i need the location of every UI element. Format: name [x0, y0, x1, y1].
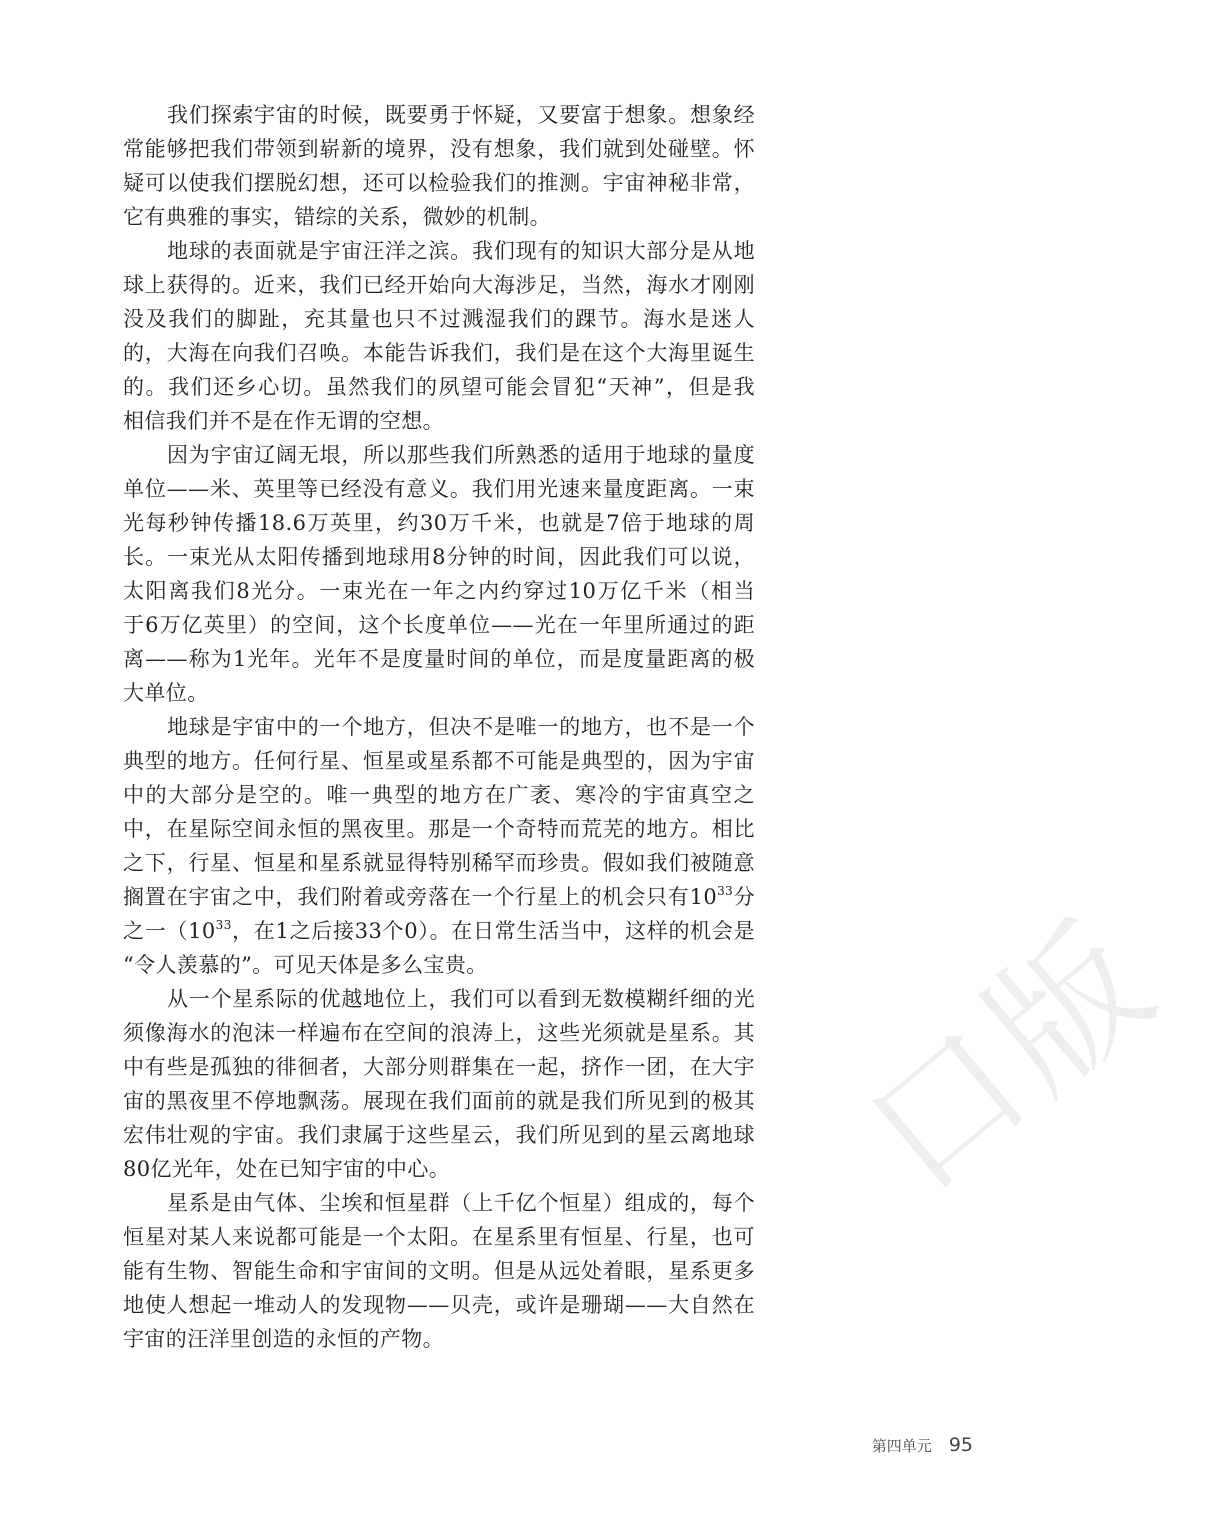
text-line: 的。我们还乡心切。虽然我们的夙望可能会冒犯“天神”，但是我	[123, 375, 755, 399]
text-line: 80亿光年，处在已知宇宙的中心。	[123, 1157, 451, 1181]
text-line: 它有典雅的事实，错综的关系，微妙的机制。	[123, 205, 551, 229]
text-line: 于6万亿英里）的空间，这个长度单位——光在一年里所通过的距	[123, 613, 755, 637]
page-footer	[872, 1430, 973, 1460]
text-line: 之一（$10^{33}$，在1之后接33个0）。在日常生活当中，这样的机会是	[123, 918, 755, 943]
text-line: 因为宇宙辽阔无垠，所以那些我们所熟悉的适用于地球的量度	[167, 443, 755, 467]
text-line: “令人羡慕的”。可见天体是多么宝贵。	[123, 953, 488, 977]
text-line: 星系是由气体、尘埃和恒星群（上千亿个恒星）组成的，每个	[167, 1191, 755, 1215]
text-line: 从一个星系际的优越地位上，我们可以看到无数模糊纤细的光	[167, 987, 755, 1011]
text-line: 我们探索宇宙的时候，既要勇于怀疑，又要富于想象。想象经	[167, 103, 755, 127]
text-line: 搁置在宇宙之中，我们附着或旁落在一个行星上的机会只有$10^{33}$分	[123, 884, 755, 909]
text-line: 宙的黑夜里不停地飘荡。展现在我们面前的就是我们所见到的极其	[123, 1089, 755, 1113]
text-line: 单位——米、英里等已经没有意义。我们用光速来量度距离。一束	[123, 477, 755, 501]
text-line: 没及我们的脚趾，充其量也只不过溅湿我们的踝节。海水是迷人	[123, 307, 755, 331]
text-line: 能有生物、智能生命和宇宙间的文明。但是从远处着眼，星系更多	[123, 1259, 755, 1283]
text-line: 相信我们并不是在作无谓的空想。	[123, 409, 444, 433]
text-line: 地球的表面就是宇宙汪洋之滨。我们现有的知识大部分是从地	[167, 239, 755, 263]
text-line: 常能够把我们带领到崭新的境界，没有想象，我们就到处碰壁。怀	[123, 137, 755, 161]
text-line: 之下，行星、恒星和星系就显得特别稀罕而珍贵。假如我们被随意	[123, 851, 755, 875]
text-line: 中的大部分是空的。唯一典型的地方在广袤、寒冷的宇宙真空之	[123, 783, 755, 807]
body-text	[123, 98, 755, 1356]
text-line: 典型的地方。任何行星、恒星或星系都不可能是典型的，因为宇宙	[123, 749, 755, 773]
text-line: 中有些是孤独的徘徊者，大部分则群集在一起，挤作一团，在大宇	[123, 1055, 755, 1079]
text-line: 离——称为1光年。光年不是度量时间的单位，而是度量距离的极	[123, 647, 755, 671]
text-line: 太阳离我们8光分。一束光在一年之内约穿过10万亿千米（相当	[123, 579, 755, 603]
text-line: 的，大海在向我们召唤。本能告诉我们，我们是在这个大海里诞生	[123, 341, 755, 365]
text-line: 宇宙的汪洋里创造的永恒的产物。	[123, 1327, 444, 1351]
exponent: 33	[717, 884, 734, 898]
text-line: 宏伟壮观的宇宙。我们隶属于这些星云，我们所见到的星云离地球	[123, 1123, 755, 1147]
exponent: 33	[215, 918, 232, 932]
text-line: 大单位。	[123, 681, 209, 705]
paragraph	[123, 438, 755, 710]
watermark: 口版	[834, 889, 1189, 1226]
paragraph	[123, 982, 755, 1186]
unit-label: 第四单元	[871, 1437, 932, 1455]
text-line: 球上获得的。近来，我们已经开始向大海涉足，当然，海水才刚刚	[123, 273, 755, 297]
paragraph	[123, 234, 755, 438]
text-line: 中，在星际空间永恒的黑夜里。那是一个奇特而荒芜的地方。相比	[123, 817, 755, 841]
text-line: 地使人想起一堆动人的发现物——贝壳，或许是珊瑚——大自然在	[123, 1293, 755, 1317]
text-line: 须像海水的泡沫一样遍布在空间的浪涛上，这些光须就是星系。其	[123, 1021, 755, 1045]
page-number: 95	[948, 1434, 973, 1456]
text-line: 光每秒钟传播18.6万英里，约30万千米，也就是7倍于地球的周	[123, 511, 755, 535]
paragraph	[123, 98, 755, 234]
paragraph	[123, 710, 755, 982]
text-line: 地球是宇宙中的一个地方，但决不是唯一的地方，也不是一个	[167, 715, 755, 739]
text-line: 长。一束光从太阳传播到地球用8分钟的时间，因此我们可以说，	[123, 545, 755, 569]
text-line: 恒星对某人来说都可能是一个太阳。在星系里有恒星、行星，也可	[123, 1225, 755, 1249]
text-line: 疑可以使我们摆脱幻想，还可以检验我们的推测。宇宙神秘非常，	[123, 171, 755, 195]
paragraph	[123, 1186, 755, 1356]
